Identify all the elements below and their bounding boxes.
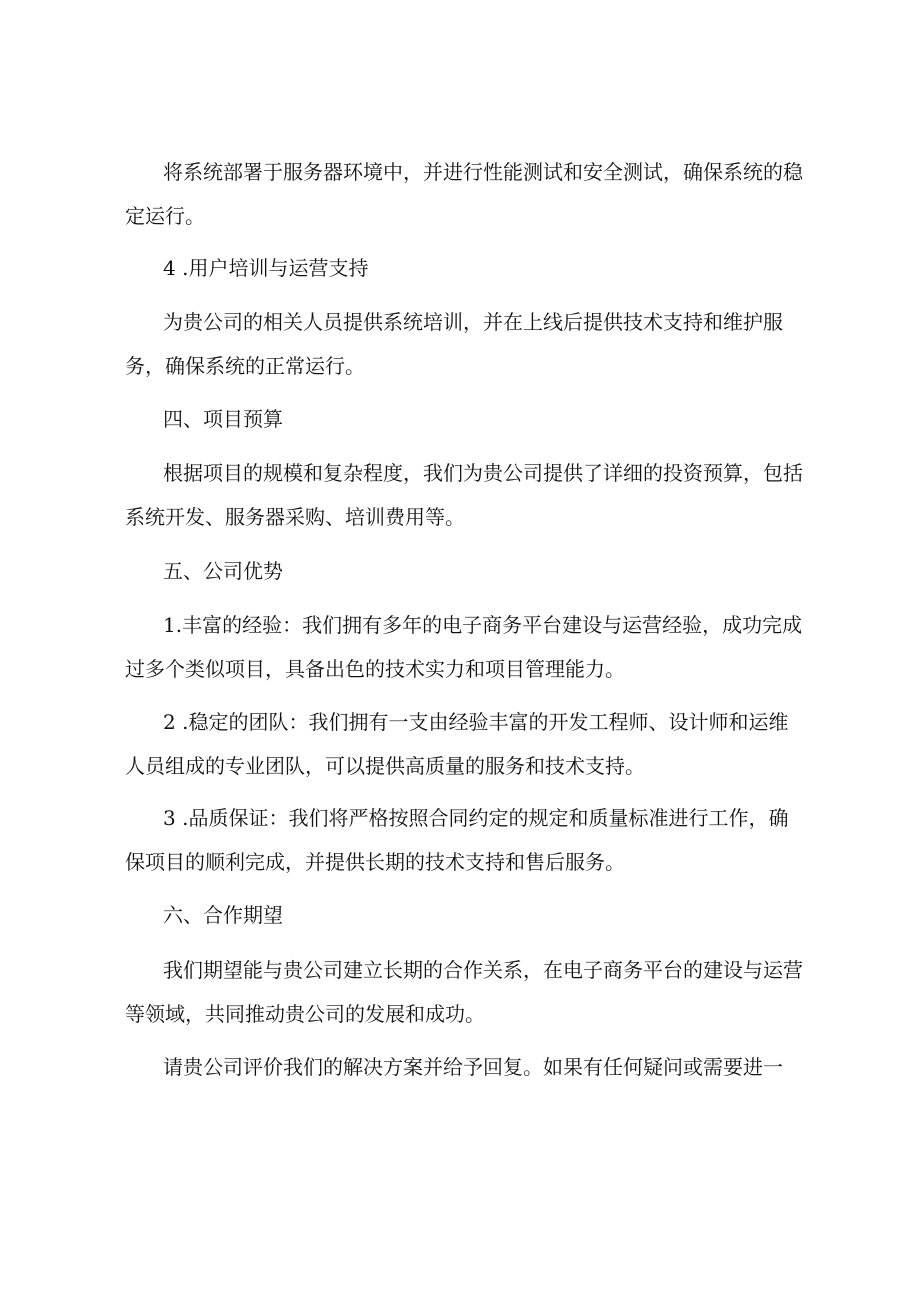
paragraph-advantage-experience: 1.丰富的经验：我们拥有多年的电子商务平台建设与运营经验，成功完成过多个类似项目，具备出色的技术实力和项目管理能力。 [125, 613, 803, 681]
heading-company-advantages: 五、公司优势 [163, 559, 283, 583]
paragraph-cooperation: 我们期望能与贵公司建立长期的合作关系，在电子商务平台的建设与运营等领域，共同推动贵公司的发展和成功。 [125, 958, 803, 1026]
paragraph-closing: 请贵公司评价我们的解决方案并给予回复。如果有任何疑问或需要进一 [163, 1055, 783, 1079]
heading-project-budget: 四、项目预算 [163, 407, 283, 431]
paragraph-deployment: 将系统部署于服务器环境中，并进行性能测试和安全测试，确保系统的稳定运行。 [125, 160, 803, 228]
paragraph-advantage-team: 2 .稳定的团队：我们拥有一支由经验丰富的开发工程师、设计师和运维人员组成的专业团队，可以提供高质量的服务和技术支持。 [125, 710, 789, 778]
paragraph-training: 为贵公司的相关人员提供系统培训，并在上线后提供技术支持和维护服务，确保系统的正常运行。 [125, 310, 783, 378]
heading-user-training: 4 .用户培训与运营支持 [163, 256, 369, 280]
paragraph-budget: 根据项目的规模和复杂程度，我们为贵公司提供了详细的投资预算，包括系统开发、服务器采购、培训费用等。 [125, 461, 803, 529]
paragraph-advantage-quality: 3 .品质保证：我们将严格按照合同约定的规定和质量标准进行工作，确保项目的顺利完成，并提供长期的技术支持和售后服务。 [125, 806, 789, 874]
heading-cooperation: 六、合作期望 [163, 903, 283, 927]
